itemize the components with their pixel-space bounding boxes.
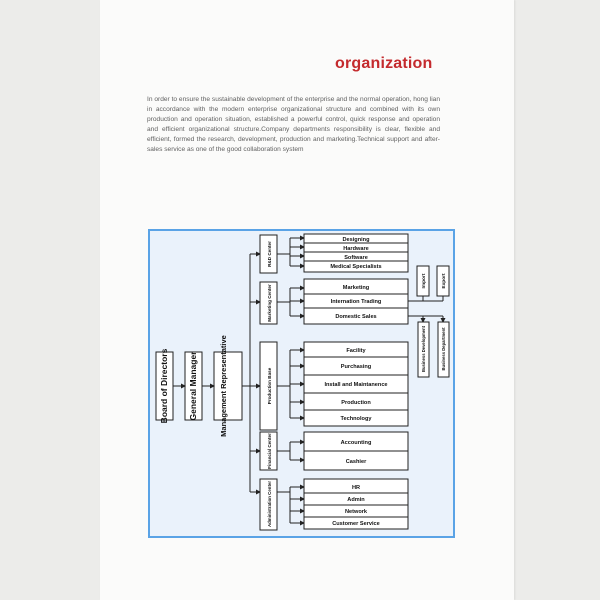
dept-internation-trading: Internation Trading bbox=[330, 299, 382, 305]
dept-software: Software bbox=[344, 255, 368, 261]
page-title: organization bbox=[335, 55, 433, 72]
dept-domestic-sales: Domestic Sales bbox=[335, 314, 377, 320]
dept-accounting: Accounting bbox=[340, 440, 372, 446]
center-label-rd: R&D Center bbox=[267, 241, 272, 267]
dept-designing: Designing bbox=[342, 237, 370, 243]
dept-hr: HR bbox=[351, 485, 361, 491]
dept-production: Production bbox=[341, 400, 371, 406]
dept-install-maintanence: Install and Maintanence bbox=[324, 382, 388, 388]
dept-purchasing: Purchasing bbox=[340, 364, 372, 370]
dept-facility: Facility bbox=[346, 348, 366, 354]
export-label: Export bbox=[442, 273, 447, 289]
dept-technology: Technology bbox=[340, 416, 372, 422]
dept-network: Network bbox=[344, 509, 368, 515]
org-chart bbox=[148, 229, 455, 538]
business-department-label: Business Department bbox=[441, 327, 446, 371]
dept-hardware: Hardware bbox=[343, 246, 369, 252]
center-label-financial: Financial Center bbox=[267, 433, 272, 469]
dept-marketing: Marketing bbox=[342, 285, 370, 291]
center-label-marketing: Marketing Center bbox=[267, 284, 272, 322]
center-label-production: Production Base bbox=[267, 367, 272, 405]
dept-cashier: Cashier bbox=[345, 459, 367, 465]
dept-medical-specialists: Medical Specialists bbox=[330, 264, 382, 270]
board-label: Board of Directors bbox=[159, 348, 169, 424]
intro-paragraph: In order to ensure the sustainable development of the enterprise and the normal operation, hong lian in accordance with the modern enterprise organizational structure and combined with its own production and operation situation, established a powerful control, quick response and operation and efficient organizational structure.Company departments responsibility is clear, flexible and efficient, formed the research, development, production and marketing.Technical support and after-sales service as one of the good collaboration system bbox=[147, 96, 440, 153]
dept-customer-service: Customer Service bbox=[332, 521, 380, 527]
import-label: Import bbox=[422, 273, 427, 289]
center-label-admin: Administration Center bbox=[267, 480, 272, 528]
mr-label: Management Representative bbox=[219, 335, 228, 437]
dept-admin: Admin bbox=[347, 497, 365, 503]
gm-label: General Manager bbox=[188, 351, 198, 421]
business-development-label: Business Development bbox=[421, 325, 426, 373]
